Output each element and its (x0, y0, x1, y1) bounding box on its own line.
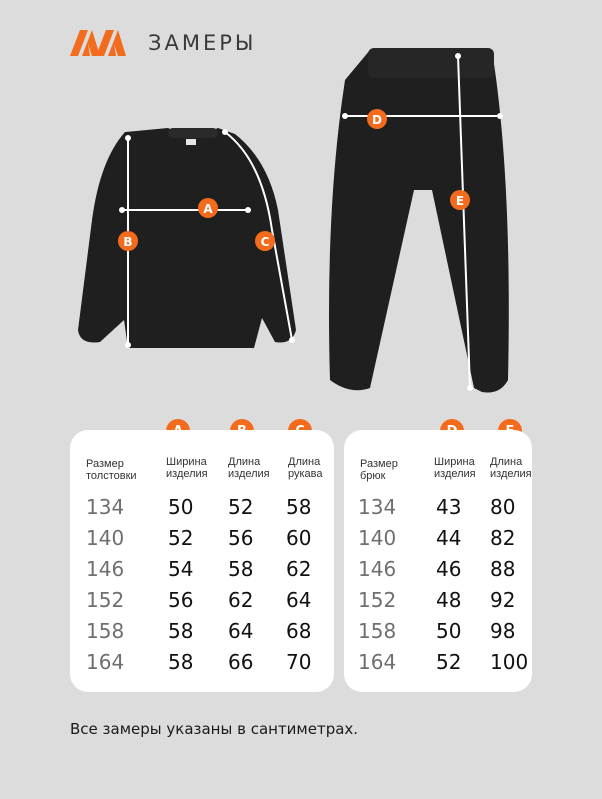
diagram-marker-d (367, 109, 387, 129)
svg-text:D: D (372, 113, 382, 127)
svg-text:A: A (203, 202, 213, 216)
svg-text:E: E (455, 194, 465, 208)
header-size: Размер брюк (360, 458, 398, 482)
svg-text:B: B (123, 235, 133, 249)
header-width: Ширина изделия (434, 456, 476, 480)
header-size: Размер толстовки (86, 458, 137, 482)
footnote: Все замеры указаны в сантиметрах. (70, 720, 359, 738)
page-title: ЗАМЕРЫ (148, 31, 257, 55)
diagram-marker-b (118, 231, 138, 251)
sweatshirt-size-table: Размер толстовки Ширина изделия Длина изделия Длина рукава 134 50 52 58 140 52 56 60 146 54 58 62 152 56 62 64 158 58 64 68 164 58 66 70 (70, 430, 334, 692)
svg-text:C: C (260, 235, 270, 249)
header-length: Длина изделия (228, 456, 270, 480)
header-width: Ширина изделия (166, 456, 208, 480)
pants-size-table: Размер брюк Ширина изделия Длина изделия 134 43 80 140 44 82 146 46 88 152 48 92 158 50 98 164 52 100 (344, 430, 532, 692)
diagram-marker-c (255, 231, 275, 251)
pants-illustration (329, 48, 509, 393)
header-sleeve: Длина рукава (288, 456, 323, 480)
header-length: Длина изделия (490, 456, 532, 480)
diagram-marker-e (450, 190, 470, 210)
diagram-marker-a (198, 198, 218, 218)
